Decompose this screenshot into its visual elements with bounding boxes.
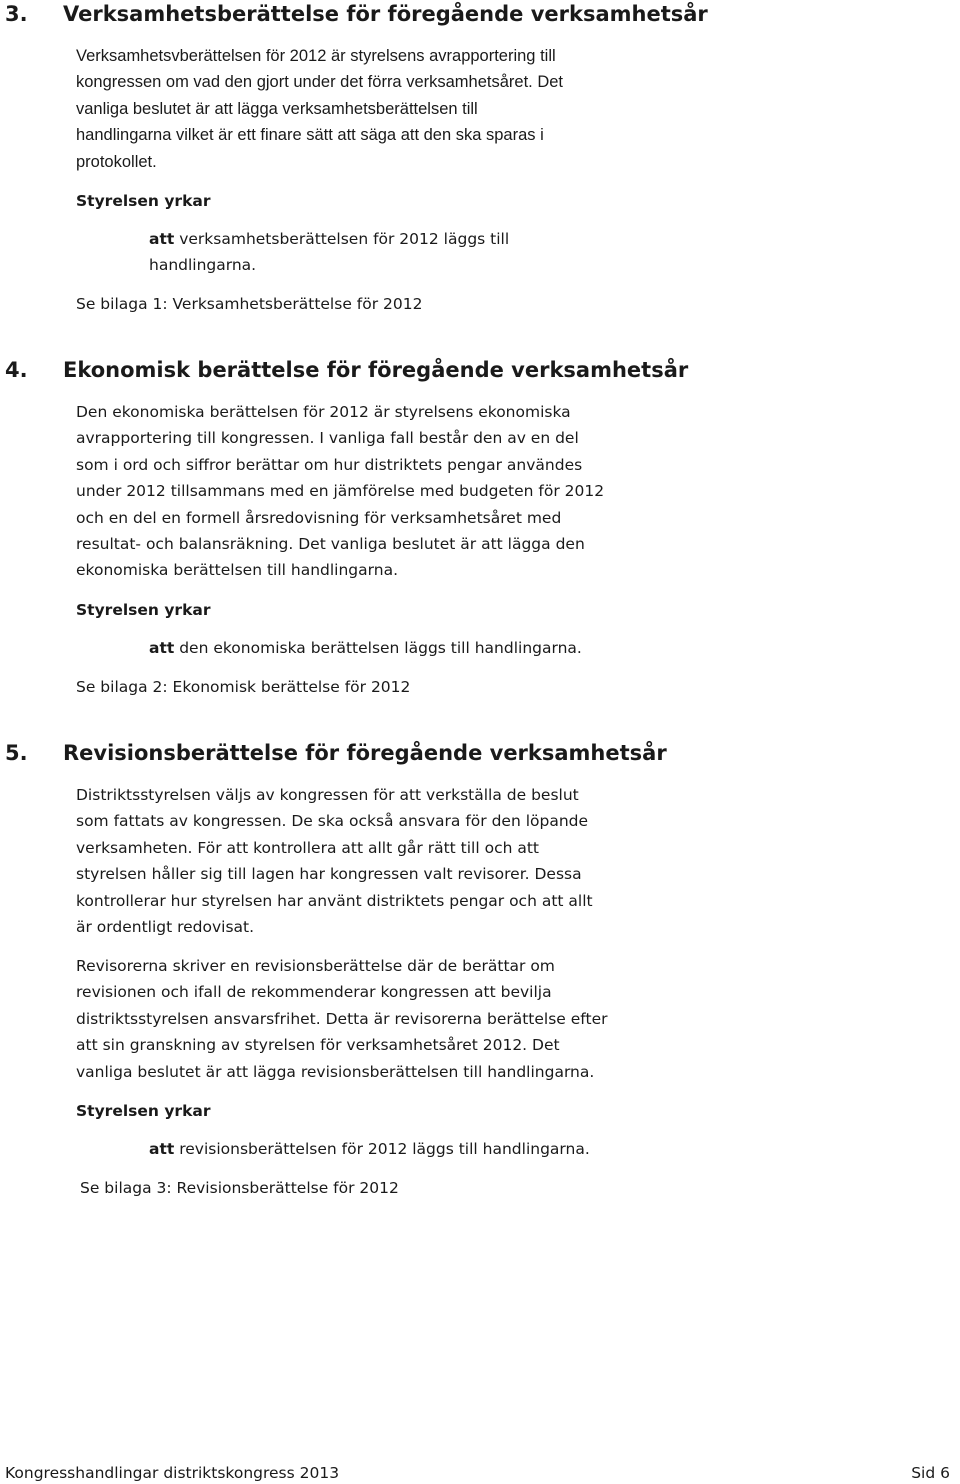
text-line: under 2012 tillsammans med en jämförelse med budgeten för 2012 <box>76 482 605 501</box>
footer-page-number: Sid 6 <box>911 1464 950 1482</box>
text-line: som fattats av kongressen. De ska också ansvara för den löpande <box>76 812 589 831</box>
motion-line-text: den ekonomiska berättelsen läggs till handlingarna. <box>179 639 582 657</box>
section-3-paragraph <box>76 43 563 175</box>
text-line: verksamheten. För att kontrollera att allt går rätt till och att <box>76 838 539 857</box>
motion-line <box>149 1136 590 1162</box>
section-title: Ekonomisk berättelse för föregående verksamhetsår <box>63 358 689 382</box>
motion-text <box>149 226 509 279</box>
section-4-heading <box>5 356 905 384</box>
text-line: revisionen och ifall de rekommenderar kongressen att bevilja <box>76 983 552 1002</box>
section-number: 3. <box>5 2 28 26</box>
text-line: Verksamhetsvberättelsen för 2012 är styrelsens avrapportering till <box>76 47 556 65</box>
motion-line-text: verksamhetsberättelsen för 2012 läggs till <box>179 230 510 248</box>
attachment-reference: Se bilaga 3: Revisionsberättelse för 2012 <box>80 1179 399 1197</box>
text-line: att sin granskning av styrelsen för verksamhetsåret 2012. Det <box>76 1036 560 1055</box>
section-title: Revisionsberättelse för föregående verksamhetsår <box>63 741 667 765</box>
motion-att: att <box>149 1140 175 1158</box>
attachment-reference: Se bilaga 1: Verksamhetsberättelse för 2012 <box>76 295 423 313</box>
motion-att: att <box>149 230 175 248</box>
attachment-reference: Se bilaga 2: Ekonomisk berättelse för 2012 <box>76 678 411 696</box>
text-line: distriktsstyrelsen ansvarsfrihet. Detta är revisorerna berättelse efter <box>76 1009 608 1028</box>
text-line: Distriktsstyrelsen väljs av kongressen för att verkställa de beslut <box>76 786 579 804</box>
text-line: är ordentligt redovisat. <box>76 918 255 937</box>
text-line: ekonomiska berättelsen till handlingarna. <box>76 561 398 580</box>
text-line: styrelsen håller sig till lagen har kongressen valt revisorer. Dessa <box>76 865 582 884</box>
section-5-paragraph <box>76 782 593 940</box>
section-title: Verksamhetsberättelse för föregående verksamhetsår <box>63 2 708 26</box>
text-line: Revisorerna skriver en revisionsberättelse där de berättar om <box>76 957 555 975</box>
section-3-heading <box>5 0 905 28</box>
section-number: 5. <box>5 741 28 765</box>
motion-label: Styrelsen yrkar <box>76 192 211 210</box>
text-line: protokollet. <box>76 152 157 171</box>
text-line: och en del en formell årsredovisning för verksamhetsåret med <box>76 508 562 527</box>
text-line: Den ekonomiska berättelsen för 2012 är styrelsens ekonomiska <box>76 403 571 421</box>
motion-line-text: handlingarna. <box>149 256 257 275</box>
text-line: resultat- och balansräkning. Det vanliga beslutet är att lägga den <box>76 535 585 554</box>
text-line: avrapportering till kongressen. I vanliga fall består den av en del <box>76 429 579 448</box>
motion-line <box>149 635 582 661</box>
text-line: som i ord och siffror berättar om hur distriktets pengar användes <box>76 455 583 474</box>
section-number: 4. <box>5 358 28 382</box>
motion-label: Styrelsen yrkar <box>76 601 211 619</box>
motion-text <box>149 635 582 661</box>
text-line: vanliga beslutet är att lägga revisionsberättelsen till handlingarna. <box>76 1062 595 1081</box>
text-line: kontrollerar hur styrelsen har använt distriktets pengar och att allt <box>76 891 593 910</box>
section-4-paragraph <box>76 399 604 584</box>
motion-att: att <box>149 639 175 657</box>
motion-line <box>149 226 509 252</box>
motion-label: Styrelsen yrkar <box>76 1102 211 1120</box>
section-5-heading <box>5 739 905 767</box>
section-5-paragraph <box>76 953 607 1085</box>
motion-line-text: revisionsberättelsen för 2012 läggs till handlingarna. <box>179 1140 590 1158</box>
motion-text <box>149 1136 590 1162</box>
footer-left: Kongresshandlingar distriktskongress 2013 <box>5 1464 340 1482</box>
text-line: vanliga beslutet är att lägga verksamhetsberättelsen till <box>76 99 478 118</box>
text-line: handlingarna vilket är ett finare sätt att säga att den ska sparas i <box>76 126 544 145</box>
text-line: kongressen om vad den gjort under det förra verksamhetsåret. Det <box>76 73 563 92</box>
